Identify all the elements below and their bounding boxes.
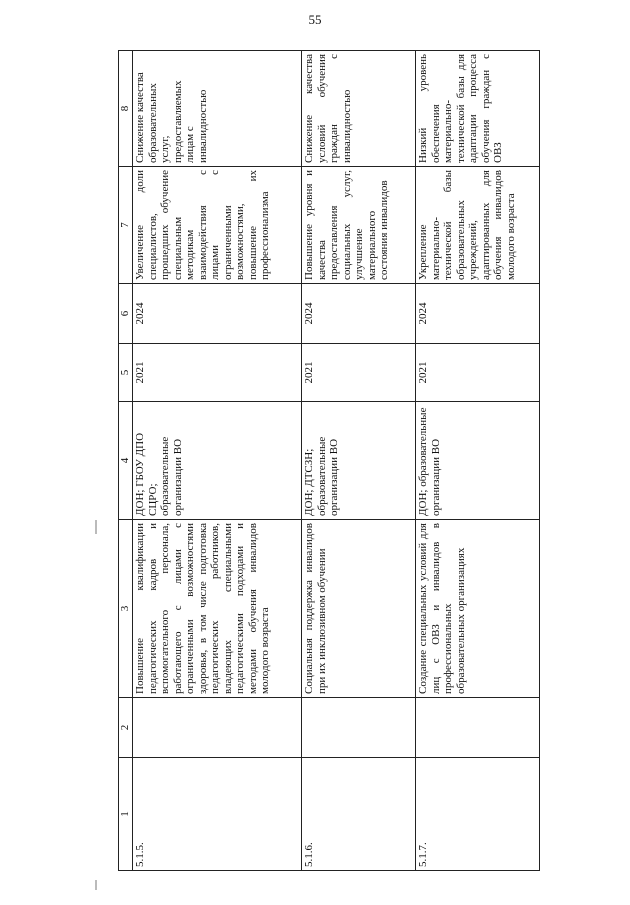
header-cell: 1 (119, 758, 133, 871)
item-number: 5.1.5. (133, 758, 302, 871)
measure-text: Повышение квалификации педагогических кадров и вспомогательного персонала, работающего с лицами с ограниченными возможностями здоровья, в том числе подготовка педагогических работников, владеющих специальными педагогическими подходами и методами обучения инвалидов молодого возраста (133, 520, 302, 698)
end-year: 2024 (416, 284, 540, 344)
start-year: 2021 (416, 344, 540, 402)
header-cell: 5 (119, 344, 133, 402)
executor-text: ДОН; ГБОУ ДПО СЦРО; образовательные организации ВО (133, 402, 302, 520)
measures-table (118, 50, 540, 871)
consequence-text: Низкий уровень обеспечения материально-технической базы для адаптации процесса обучения граждан с ОВЗ (416, 51, 540, 167)
table-header-row (119, 51, 133, 871)
header-cell: 3 (119, 520, 133, 698)
empty-cell (416, 698, 540, 758)
executor-text: ДОН; ДТСЗН; образовательные организации ВО (302, 402, 416, 520)
page-number: 55 (308, 12, 322, 27)
item-number: 5.1.6. (302, 758, 416, 871)
end-year: 2024 (133, 284, 302, 344)
start-year: 2021 (133, 344, 302, 402)
measure-text: Социальная поддержка инвалидов при их инклюзивном обучении (302, 520, 416, 698)
expected-result: Укрепление материально-технической базы образовательных учреждений, адаптированных для обучения инвалидов молодого возраста (416, 167, 540, 284)
end-year: 2024 (302, 284, 416, 344)
consequence-text: Снижение качества условий обучения граждан с инвалидностью (302, 51, 416, 167)
header-cell: 7 (119, 167, 133, 284)
expected-result: Увеличение доли специалистов, прошедших обучение специальным методикам взаимодействия с лицами с ограниченными возможностями, повышение их профессионализма (133, 167, 302, 284)
rotated-table-container (118, 51, 560, 871)
scan-artifact-mark (95, 880, 97, 890)
table-row (302, 51, 416, 871)
header-cell: 2 (119, 698, 133, 758)
scan-artifact-mark (95, 520, 97, 534)
measure-text: Создание специальных условий для лиц с ОВЗ и инвалидов в профессиональных образовательных организациях (416, 520, 540, 698)
header-cell: 8 (119, 51, 133, 167)
empty-cell (133, 698, 302, 758)
header-cell: 6 (119, 284, 133, 344)
start-year: 2021 (302, 344, 416, 402)
table-row (416, 51, 540, 871)
executor-text: ДОН; образовательные организации ВО (416, 402, 540, 520)
header-cell: 4 (119, 402, 133, 520)
expected-result: Повышение уровня и качества предоставления социальных услуг, улучшение материального состояния инвалидов (302, 167, 416, 284)
item-number: 5.1.7. (416, 758, 540, 871)
table-row (133, 51, 302, 871)
empty-cell (302, 698, 416, 758)
consequence-text: Снижение качества образовательных услуг, предоставляемых лицам с инвалидностью (133, 51, 302, 167)
